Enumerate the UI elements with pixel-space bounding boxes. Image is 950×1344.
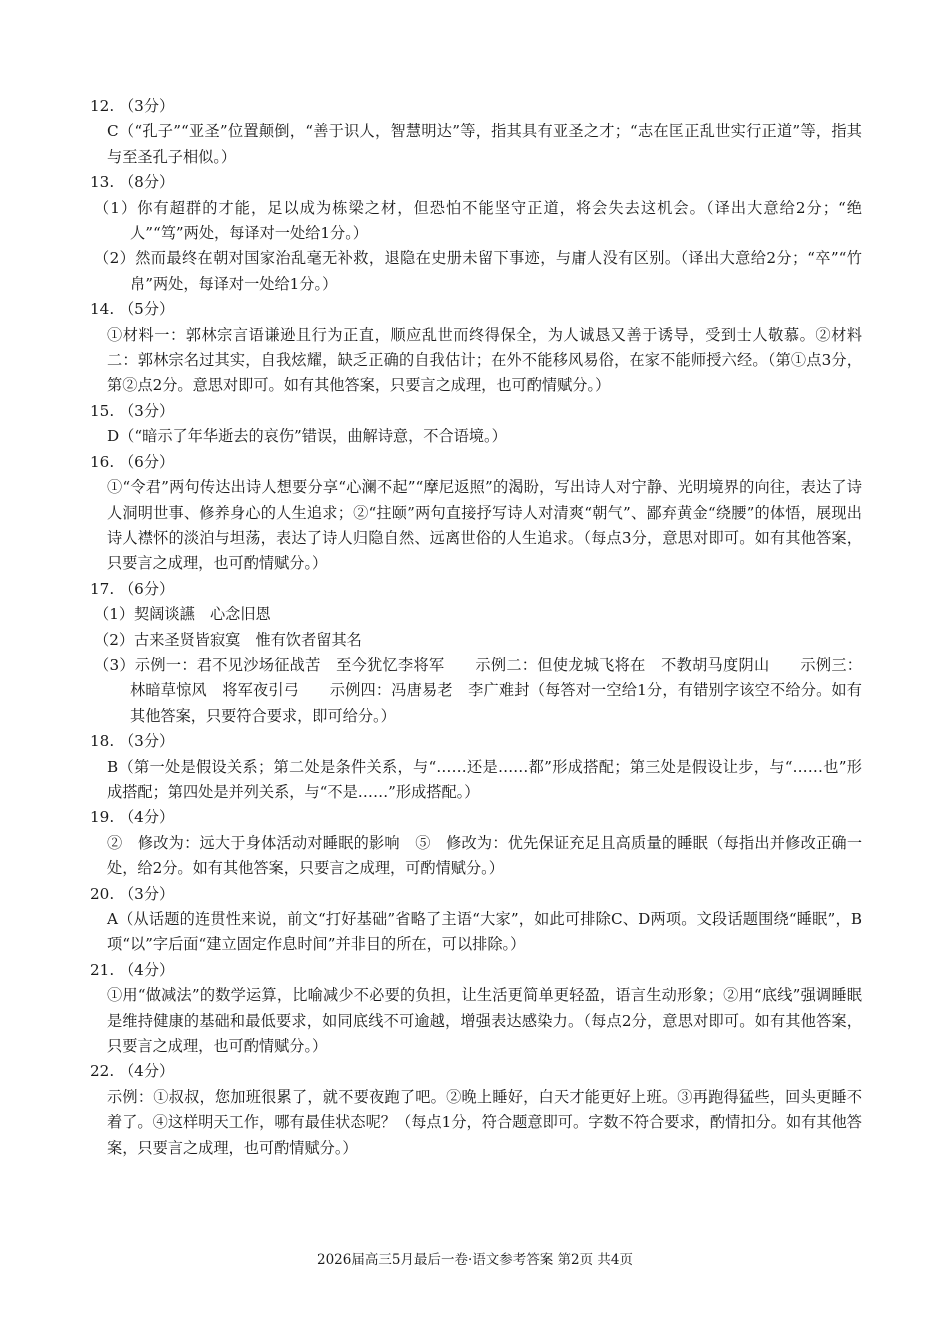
question-number: 13. （8分） bbox=[90, 173, 175, 192]
question-number: 19. （4分） bbox=[90, 808, 175, 827]
answer-text: C（“孔子”“亚圣”位置颠倒，“善于识人，智慧明达”等，指其具有亚圣之才；“志在匡正乱世实行正道”等，指其与至圣孔子相似。） bbox=[107, 122, 862, 166]
answer-text: ①“令君”两句传达出诗人想要分享“心澜不起”“摩尼返照”的渴盼，写出诗人对宁静、光明境界的向往，表达了诗人洞明世事、修养身心的人生追求；②“拄颐”两句直接抒写诗人对清爽“朝气”、鄙弃黄金“绕腰”的体悟，展现出诗人襟怀的淡泊与坦荡，表达了诗人归隐自然、远离世俗的人生追求。（每点3分，意思对即可。如有其他答案，只要言之成理，也可酌情赋分。） bbox=[107, 478, 862, 573]
answer-item bbox=[90, 297, 862, 399]
question-number: 17. （6分） bbox=[90, 579, 175, 598]
question-number: 18. （3分） bbox=[90, 732, 175, 751]
question-number: 21. （4分） bbox=[90, 960, 175, 979]
answer-item bbox=[90, 450, 862, 577]
sub-answer: （2）然而最终在朝对国家治乱毫无补救，退隐在史册未留下事迹，与庸人没有区别。（译出大意给2分；“卒”“竹帛”两处，每译对一处给1分。） bbox=[94, 249, 862, 293]
question-number: 20. （3分） bbox=[90, 884, 175, 903]
question-number: 12. （3分） bbox=[90, 97, 175, 115]
sub-answer: （2）古来圣贤皆寂寞 惟有饮者留其名 bbox=[94, 630, 362, 649]
question-number: 22. （4分） bbox=[90, 1062, 175, 1081]
question-number: 15. （3分） bbox=[90, 401, 175, 420]
answer-text: ② 修改为：远大于身体活动对睡眠的影响 ⑤ 修改为：优先保证充足且高质量的睡眠（每指出并修改正确一处，给2分。如有其他答案，只要言之成理，可酌情赋分。） bbox=[107, 833, 862, 878]
answer-item bbox=[90, 729, 862, 805]
question-number: 14. （5分） bbox=[90, 300, 175, 319]
answer-item bbox=[90, 577, 862, 729]
answer-text: D（“暗示了年华逝去的哀伤”错误，曲解诗意，不合语境。） bbox=[107, 427, 507, 446]
answer-text: ①材料一：郭林宗言语谦逊且行为正直，顺应乱世而终得保全，为人诚恳又善于诱导，受到士人敬慕。②材料二：郭林宗名过其实，自我炫耀，缺乏正确的自我估计；在外不能移风易俗，在家不能师授六经。（第①点3分，第②点2分。意思对即可。如有其他答案，只要言之成理，也可酌情赋分。） bbox=[107, 325, 862, 395]
answer-text: 示例：①叔叔，您加班很累了，就不要夜跑了吧。②晚上睡好，白天才能更好上班。③再跑得猛些，回头更睡不着了。④这样明天工作，哪有最佳状态呢？（每点1分，符合题意即可。字数不符合要求，酌情扣分。如有其他答案，只要言之成理，也可酌情赋分。） bbox=[107, 1087, 862, 1157]
answer-item bbox=[90, 958, 862, 1060]
question-number: 16. （6分） bbox=[90, 452, 175, 471]
answer-item bbox=[90, 399, 862, 450]
answer-text: A（从话题的连贯性来说，前文“打好基础”省略了主语“大家”，如此可排除C、D两项。文段话题围绕“睡眠”，B项“以”字后面“建立固定作息时间”并非目的所在，可以排除。） bbox=[107, 910, 862, 954]
answer-item bbox=[90, 805, 862, 881]
answer-text: ①用“做减法”的数学运算，比喻减少不必要的负担，让生活更简单更轻盈，语言生动形象；②用“底线”强调睡眠是维持健康的基础和最低要求，如同底线不可逾越，增强表达感染力。（每点2分，意思对即可。如有其他答案，只要言之成理，也可酌情赋分。） bbox=[107, 986, 862, 1056]
answer-item bbox=[90, 170, 862, 297]
answer-item bbox=[90, 94, 862, 170]
sub-answer: （3）示例一：君不见沙场征战苦 至今犹忆李将军 示例二：但使龙城飞将在 不教胡马度阴山 示例三：林暗草惊风 将军夜引弓 示例四：冯唐易老 李广难封（每答对一空给1分，有错别字该空不给分。如有其他答案，只要符合要求，即可给分。） bbox=[94, 655, 862, 725]
sub-answer: （1）你有超群的才能，足以成为栋梁之材，但恐怕不能坚守正道，将会失去这机会。（译出大意给2分；“绝人”“笃”两处，每译对一处给1分。） bbox=[94, 198, 862, 243]
answer-text: B（第一处是假设关系；第二处是条件关系，与“……还是……都”形成搭配；第三处是假设让步，与“……也”形成搭配；第四处是并列关系，与“不是……”形成搭配。） bbox=[107, 757, 862, 801]
answer-item bbox=[90, 1059, 862, 1161]
answer-list bbox=[90, 94, 862, 1161]
sub-answer: （1）契阔谈讌 心念旧恩 bbox=[94, 605, 271, 624]
answer-item bbox=[90, 882, 862, 958]
page-footer: 2026届高三5月最后一卷·语文参考答案 第2页 共4页 bbox=[317, 1252, 633, 1268]
